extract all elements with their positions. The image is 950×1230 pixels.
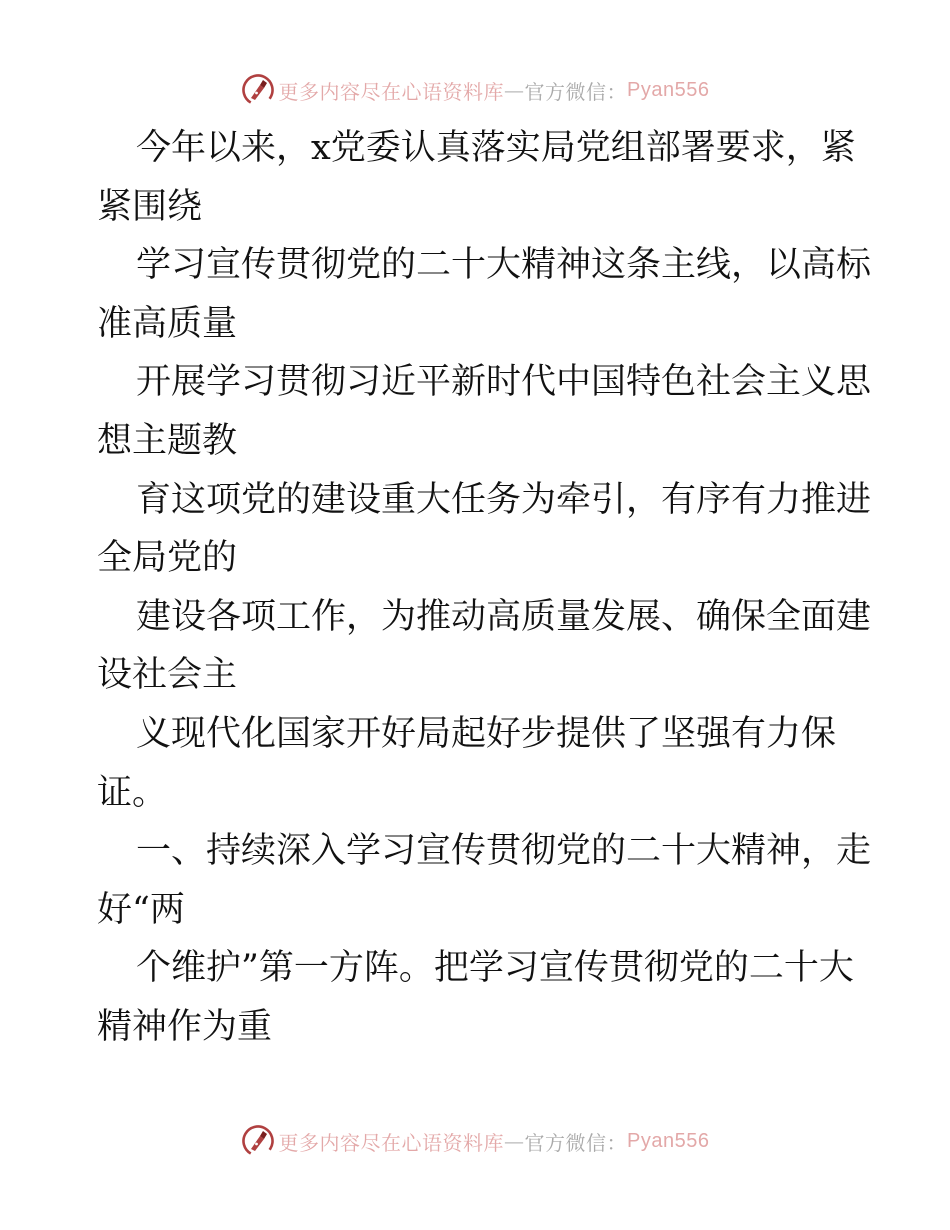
text-line: 今年以来，x党委认真落实局党组部署要求，紧 <box>136 128 856 168</box>
text-line: 证。 <box>97 772 168 813</box>
watermark-dash: — <box>504 1129 525 1153</box>
text-line: 设社会主 <box>97 655 238 696</box>
text-line: 好“两 <box>97 889 185 930</box>
pen-nib-circle-icon <box>241 73 275 107</box>
text-line: 紧围绕 <box>97 186 203 227</box>
text-line: 开展学习贯彻习近平新时代中国特色社会主义思 <box>136 362 872 403</box>
text-line: 育这项党的建设重大任务为牵引，有序有力推进 <box>136 479 872 520</box>
watermark-wechat-label: 官方微信： <box>524 1130 628 1155</box>
pen-nib-circle-icon <box>241 1124 275 1158</box>
watermark-wechat-id: Pyan556 <box>627 78 710 101</box>
text-line: 义现代化国家开好局起好步提供了坚强有力保 <box>136 713 837 754</box>
text-line: 精神作为重 <box>97 1006 273 1047</box>
text-line: 想主题教 <box>97 420 238 461</box>
watermark-dash: — <box>504 78 525 102</box>
text-line: 准高质量 <box>97 303 238 344</box>
text-line: 一、持续深入学习宣传贯彻党的二十大精神，走 <box>136 831 872 872</box>
header-watermark <box>0 70 950 110</box>
footer-watermark <box>0 1121 950 1161</box>
watermark-wechat-label: 官方微信： <box>524 79 628 104</box>
text-line: 学习宣传贯彻党的二十大精神这条主线，以高标 <box>136 245 872 286</box>
text-line: 全局党的 <box>97 538 238 579</box>
text-line: 个维护”第一方阵。把学习宣传贯彻党的二十大 <box>136 948 854 989</box>
document-body <box>97 119 872 1057</box>
watermark-library-text: 更多内容尽在心语资料库 <box>278 1130 505 1155</box>
watermark-library-text: 更多内容尽在心语资料库 <box>278 79 505 104</box>
text-line: 建设各项工作，为推动高质量发展、确保全面建 <box>136 596 872 637</box>
watermark-wechat-id: Pyan556 <box>627 1129 710 1152</box>
